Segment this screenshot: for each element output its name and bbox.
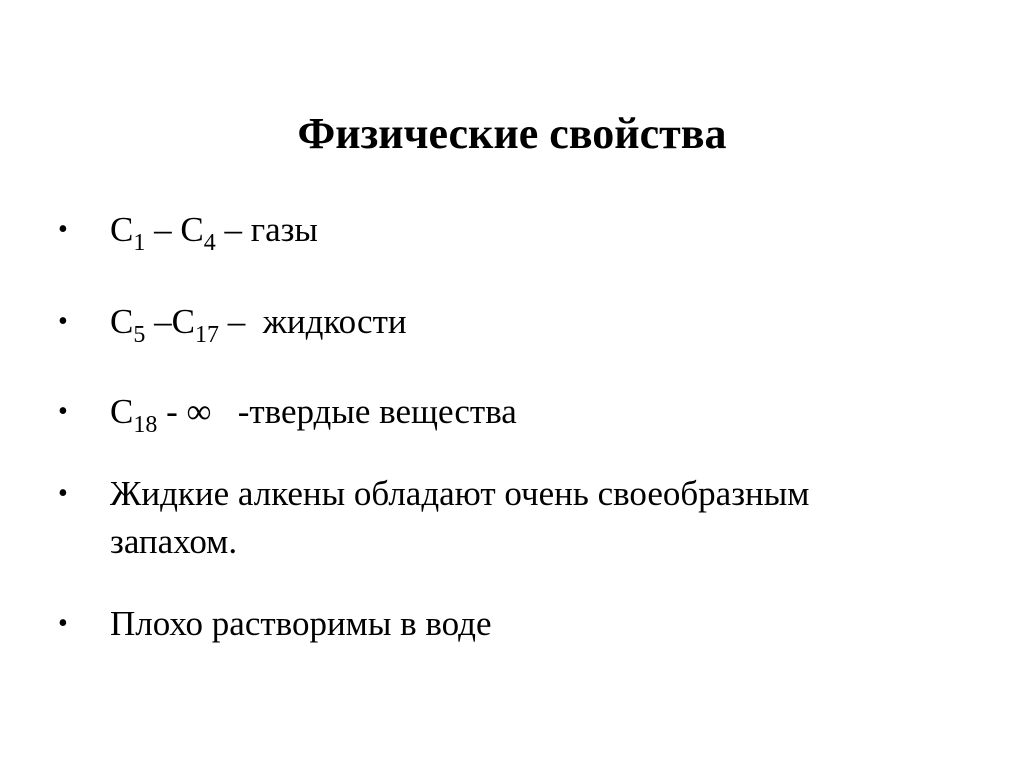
bullet-icon: • bbox=[58, 478, 68, 509]
carbon-symbol: C bbox=[180, 210, 204, 249]
bullet-icon: • bbox=[58, 396, 68, 427]
subscript: 5 bbox=[133, 322, 146, 348]
subscript: 17 bbox=[194, 322, 219, 348]
carbon-symbol: C bbox=[110, 302, 134, 341]
item-label: – газы bbox=[215, 210, 318, 249]
bullet-icon: • bbox=[58, 214, 68, 245]
item-text bbox=[110, 298, 950, 346]
carbon-symbol: C bbox=[110, 392, 134, 431]
item-text: Жидкие алкены обладают очень своеобразным запахом. bbox=[110, 474, 810, 561]
dash: – bbox=[145, 210, 181, 249]
item-label: – жидкости bbox=[218, 302, 407, 341]
carbon-symbol: C bbox=[171, 302, 195, 341]
subscript: 1 bbox=[133, 230, 146, 256]
subscript: 4 bbox=[203, 230, 216, 256]
dash: – bbox=[145, 302, 172, 341]
item-text bbox=[110, 388, 950, 436]
subscript: 18 bbox=[133, 412, 158, 438]
item-text bbox=[110, 206, 950, 254]
item-text: Плохо растворимы в воде bbox=[110, 604, 492, 643]
slide-title: Физические свойства bbox=[297, 109, 727, 158]
bullet-icon: • bbox=[58, 608, 68, 639]
bullet-icon: • bbox=[58, 306, 68, 337]
item-label: - ∞ -твердые вещества bbox=[157, 392, 517, 431]
carbon-symbol: C bbox=[110, 210, 134, 249]
